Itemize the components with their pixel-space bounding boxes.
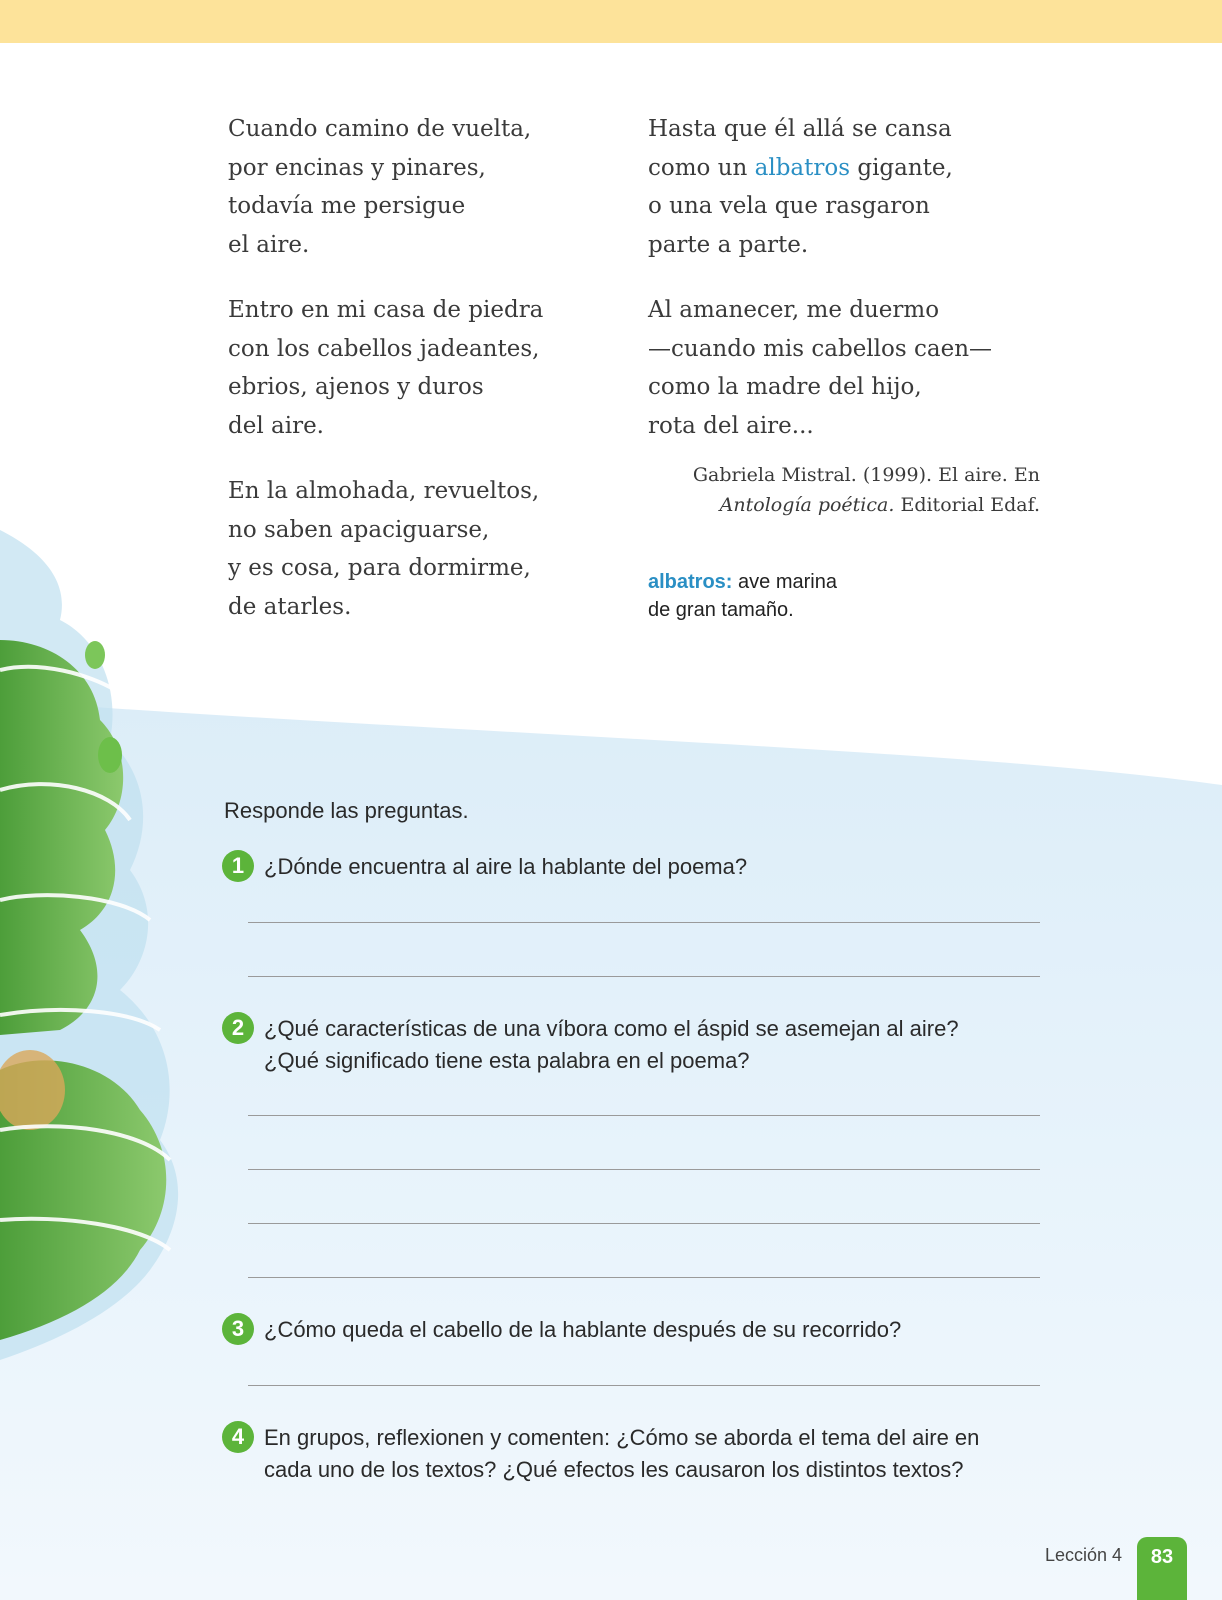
- poem-line: Al amanecer, me duermo: [648, 297, 940, 323]
- poem-line: Entro en mi casa de piedra: [228, 297, 544, 323]
- question-2: [222, 1013, 959, 1077]
- question-3: [222, 1314, 901, 1346]
- glossary-term: albatros:: [648, 571, 733, 593]
- glossary-definition: ave marina: [732, 571, 837, 593]
- answer-line[interactable]: [248, 976, 1040, 977]
- poem-stanza: [648, 110, 992, 264]
- poem-line: Hasta que él allá se cansa: [648, 116, 952, 142]
- poem-line: [648, 149, 992, 188]
- poem-line: —cuando mis cabellos caen—: [648, 335, 993, 362]
- question-number-badge: 4: [222, 1421, 254, 1453]
- poem-line: no saben apaciguarse,: [228, 516, 490, 543]
- poem-line: del aire.: [228, 412, 324, 439]
- poem-stanza: [228, 291, 543, 445]
- poem-line: por encinas y pinares,: [228, 154, 486, 181]
- poem-line: ebrios, ajenos y duros: [228, 374, 484, 400]
- question-text: ¿Qué significado tiene esta palabra en el poema?: [264, 1048, 750, 1073]
- answer-line[interactable]: [248, 1223, 1040, 1224]
- question-1: [222, 851, 747, 883]
- activity-instruction: Responde las preguntas.: [224, 798, 469, 823]
- question-text: ¿Qué características de una víbora como el áspid se asemejan al aire?: [264, 1016, 959, 1041]
- page-number: 83: [1137, 1537, 1187, 1600]
- question-text: En grupos, reflexionen y comenten: ¿Cómo se aborda el tema del aire en: [264, 1425, 980, 1450]
- poem-line: rota del aire...: [648, 412, 814, 439]
- poem-text: gigante,: [850, 154, 953, 181]
- answer-line[interactable]: [248, 1385, 1040, 1386]
- question-4: [222, 1422, 979, 1486]
- poem-line: o una vela que rasgaron: [648, 193, 930, 219]
- answer-line[interactable]: [248, 1277, 1040, 1278]
- poem-left-column: [228, 110, 543, 653]
- question-number-badge: 2: [222, 1012, 254, 1044]
- citation-line: Gabriela Mistral. (1999). El aire. En: [692, 464, 1040, 486]
- tree-illustration: [0, 490, 190, 1390]
- poem-line: de atarles.: [228, 593, 352, 620]
- poem-right-column: [648, 110, 992, 472]
- poem-stanza: [228, 472, 543, 626]
- glossary-definition: de gran tamaño.: [648, 599, 794, 621]
- poem-line: Cuando camino de vuelta,: [228, 116, 532, 142]
- answer-line[interactable]: [248, 1115, 1040, 1116]
- poem-line: parte a parte.: [648, 231, 809, 258]
- citation-publisher: Editorial Edaf.: [894, 494, 1040, 516]
- citation-book-title: Antología poética.: [719, 494, 895, 516]
- poem-stanza: [648, 291, 992, 445]
- poem-line: con los cabellos jadeantes,: [228, 335, 540, 362]
- poem-line: todavía me persigue: [228, 193, 466, 219]
- question-text: ¿Dónde encuentra al aire la hablante del poema?: [264, 854, 748, 879]
- citation-line: [640, 490, 1040, 520]
- question-text: ¿Cómo queda el cabello de la hablante después de su recorrido?: [264, 1317, 902, 1342]
- glossary-note: [648, 568, 837, 624]
- answer-line[interactable]: [248, 922, 1040, 923]
- poem-line: En la almohada, revueltos,: [228, 478, 540, 504]
- question-text: cada uno de los textos? ¿Qué efectos les causaron los distintos textos?: [264, 1457, 964, 1482]
- question-number-badge: 3: [222, 1313, 254, 1345]
- poem-stanza: [228, 110, 543, 264]
- glossary-line: [648, 568, 837, 596]
- answer-line[interactable]: [248, 1169, 1040, 1170]
- poem-line: como la madre del hijo,: [648, 374, 922, 400]
- glossary-term-highlight: albatros: [754, 154, 851, 181]
- poem-line: y es cosa, para dormirme,: [228, 555, 531, 581]
- poem-line: el aire.: [228, 231, 310, 258]
- citation: [640, 460, 1040, 520]
- question-number-badge: 1: [222, 850, 254, 882]
- lesson-label: Lección 4: [1045, 1545, 1123, 1565]
- poem-text: como un: [648, 154, 755, 181]
